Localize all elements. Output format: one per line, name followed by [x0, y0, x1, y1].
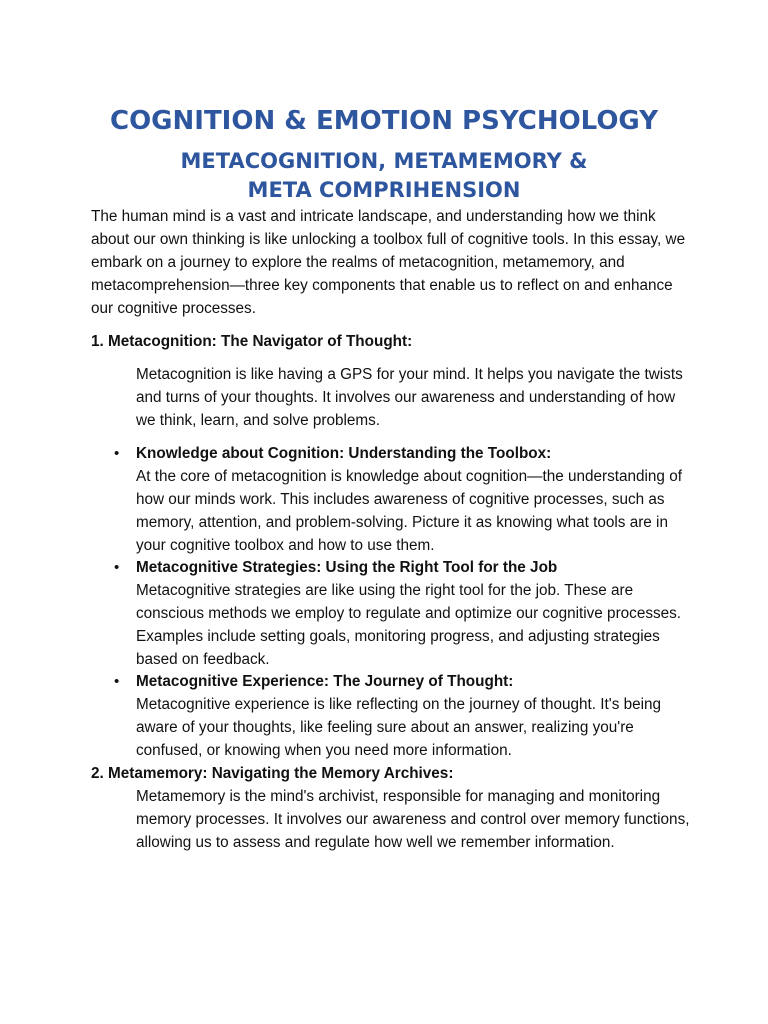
document-subtitle: METACOGNITION, METAMEMORY & META COMPRIHENSION: [180, 149, 588, 202]
bullet-2-body: Metacognitive strategies are like using the right tool for the job. These are conscious methods we employ to regulate and optimize our cognitive processes. Examples include setting goals, monitoring progress, and adjusting strategies based on feedback.: [136, 582, 682, 668]
bullet-1-heading: Knowledge about Cognition: Understanding the Toolbox:: [136, 445, 552, 462]
bullet-dot: •: [114, 559, 120, 576]
section-2-body: Metamemory is the mind's archivist, responsible for managing and monitoring memory processes. It involves our awareness and control over memory functions, allowing us to assess and regulate how well we remember information.: [136, 788, 690, 851]
bullet-1-body: At the core of metacognition is knowledge about cognition—the understanding of how our minds work. This includes awareness of cognitive processes, such as memory, attention, and problem-solving. Picture it as knowing what tools are in your cognitive toolbox and how to use them.: [136, 468, 682, 554]
section-1-body: Metacognition is like having a GPS for your mind. It helps you navigate the twists and turns of your thoughts. It involves our awareness and understanding of how we think, learn, and solve problems.: [136, 366, 683, 429]
intro-paragraph: The human mind is a vast and intricate landscape, and understanding how we think about our own thinking is like unlocking a toolbox full of cognitive tools. In this essay, we embark on a journey to explore the realms of metacognition, metamemory, and metacomprehension—three key components that enable us to reflect on and enhance our cognitive processes.: [91, 208, 686, 317]
bullet-3-body: Metacognitive experience is like reflecting on the journey of thought. It's being aware of your thoughts, like feeling sure about an answer, realizing you're confused, or knowing when you need more information.: [136, 696, 662, 759]
bullet-3-heading: Metacognitive Experience: The Journey of Thought:: [136, 673, 514, 690]
section-2-heading: 2. Metamemory: Navigating the Memory Archives:: [91, 765, 454, 782]
bullet-dot: •: [114, 673, 120, 690]
section-1-heading: 1. Metacognition: The Navigator of Thought:: [91, 333, 413, 350]
bullet-2-heading: Metacognitive Strategies: Using the Right Tool for the Job: [136, 559, 558, 576]
bullet-dot: •: [114, 445, 120, 462]
document-title: COGNITION & EMOTION PSYCHOLOGY: [109, 106, 659, 136]
